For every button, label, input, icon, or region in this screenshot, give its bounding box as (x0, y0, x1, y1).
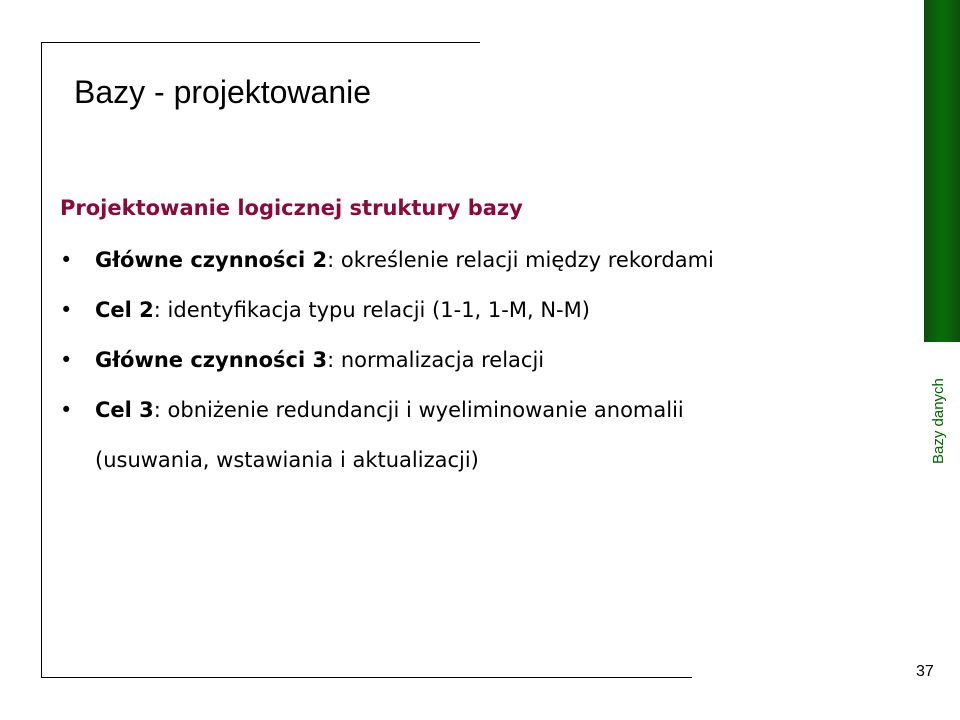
bullet-item (60, 246, 714, 296)
bullet-text: : określenie relacji między rekordami (327, 248, 714, 272)
bullet-bold-term: Główne czynności 2 (95, 248, 328, 272)
bullet-text: : obniżenie redundancji i wyeliminowanie anomalii (153, 398, 684, 422)
bullet-bold-term: Główne czynności 3 (95, 348, 328, 372)
bullet-item (60, 346, 714, 396)
slide-frame-left-line (41, 42, 42, 678)
bullet-dot: • (60, 348, 73, 372)
bullet-item (60, 396, 714, 496)
slide-frame-bottom-line (41, 677, 692, 678)
section-heading: Projektowanie logicznej struktury bazy (60, 196, 523, 220)
slide-frame-top-line (41, 42, 480, 43)
bullet-item (60, 296, 714, 346)
bullet-dot: • (60, 398, 73, 422)
bullet-continuation-text: (usuwania, wstawiania i aktualizacji) (95, 448, 479, 472)
bullet-text: : identyfikacja typu relacji (1-1, 1-M, N-M) (153, 298, 590, 322)
bullet-bold-term: Cel 3 (95, 398, 154, 422)
side-label: Bazy danych (930, 378, 947, 464)
bullet-dot: • (60, 298, 73, 322)
slide-title: Bazy - projektowanie (74, 74, 372, 110)
bullet-bold-term: Cel 2 (95, 298, 154, 322)
sidebar-accent-bar (924, 0, 960, 342)
bullet-text: : normalizacja relacji (327, 348, 545, 372)
bullet-list (60, 246, 714, 496)
bullet-dot: • (60, 248, 73, 272)
page-number: 37 (916, 663, 934, 680)
